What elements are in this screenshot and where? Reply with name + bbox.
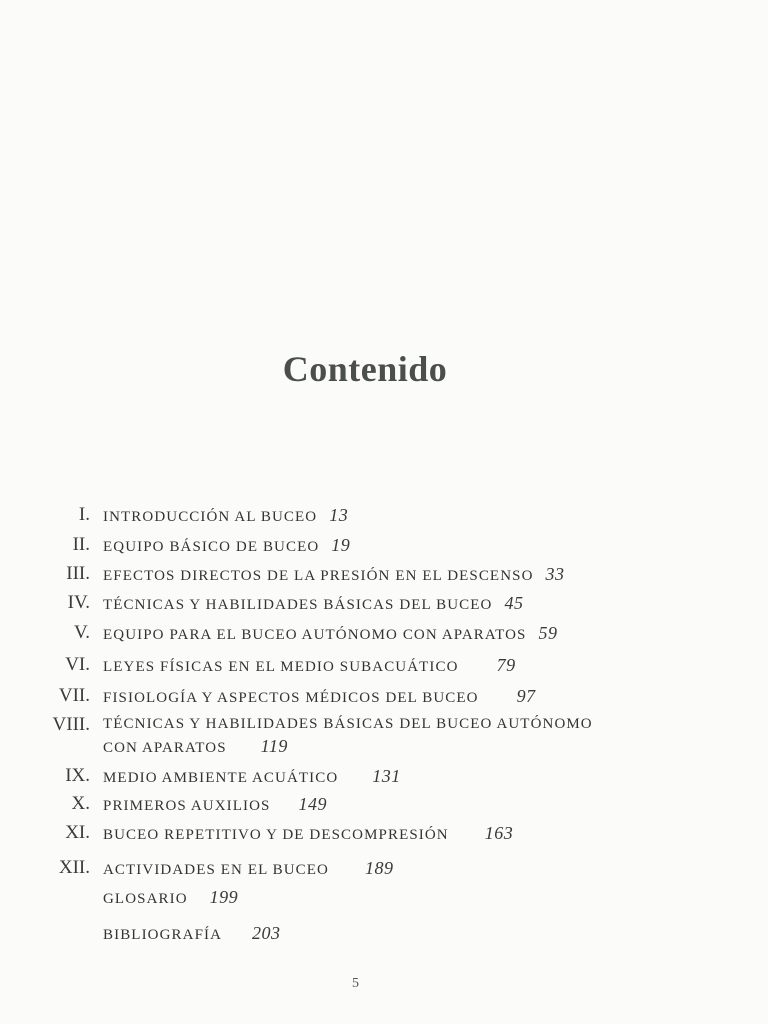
chapter-title-line2: CON APARATOS <box>103 740 227 756</box>
chapter-numeral: X. <box>71 793 90 814</box>
chapter-numeral: VI. <box>65 654 90 675</box>
chapter-title: EQUIPO PARA EL BUCEO AUTÓNOMO CON APARATOS <box>103 627 527 643</box>
chapter-page: 79 <box>496 655 516 675</box>
chapter-page: 59 <box>538 623 558 643</box>
appendix-title: GLOSARIO <box>103 891 188 907</box>
chapter-numeral: I. <box>78 504 90 525</box>
chapter-title: EQUIPO BÁSICO DE BUCEO <box>103 539 320 555</box>
chapter-numeral: XII. <box>58 857 90 878</box>
chapter-page: 97 <box>516 686 536 706</box>
chapter-page: 163 <box>484 823 514 843</box>
chapter-title: MEDIO AMBIENTE ACUÁTICO <box>103 770 339 786</box>
chapter-page: 189 <box>364 858 394 878</box>
chapter-numeral: V. <box>73 622 90 643</box>
chapter-page: 13 <box>329 505 349 525</box>
chapter-page: 119 <box>260 736 288 756</box>
chapter-page: 19 <box>331 535 351 555</box>
chapter-page: 149 <box>298 794 327 814</box>
chapter-numeral: XI. <box>65 822 90 843</box>
chapter-title: BUCEO REPETITIVO Y DE DESCOMPRESIÓN <box>103 827 449 843</box>
chapter-title: FISIOLOGÍA Y ASPECTOS MÉDICOS DEL BUCEO <box>103 690 479 706</box>
chapter-title-line1: TÉCNICAS Y HABILIDADES BÁSICAS DEL BUCEO AUTÓNOMO <box>103 716 593 732</box>
chapter-numeral: VII. <box>58 685 90 706</box>
chapter-title: LEYES FÍSICAS EN EL MEDIO SUBACUÁTICO <box>103 659 459 675</box>
chapter-numeral: IX. <box>65 765 90 786</box>
page-title: Contenido <box>282 349 448 389</box>
appendix-title: BIBLIOGRAFÍA <box>103 927 223 943</box>
appendix-page: 203 <box>252 923 281 943</box>
chapter-title: EFECTOS DIRECTOS DE LA PRESIÓN EN EL DESCENSO <box>103 568 534 584</box>
appendix-page: 199 <box>209 887 239 907</box>
chapter-numeral: IV. <box>67 592 90 613</box>
chapter-numeral: III. <box>66 563 90 584</box>
chapter-page: 131 <box>372 766 401 786</box>
chapter-numeral: VIII. <box>52 714 90 735</box>
chapter-title: TÉCNICAS Y HABILIDADES BÁSICAS DEL BUCEO <box>103 597 493 613</box>
chapter-title: PRIMEROS AUXILIOS <box>103 798 271 814</box>
chapter-title: INTRODUCCIÓN AL BUCEO <box>103 509 318 525</box>
chapter-title: ACTIVIDADES EN EL BUCEO <box>103 862 329 878</box>
page-number: 5 <box>352 976 359 991</box>
chapter-page: 33 <box>545 564 565 584</box>
chapter-numeral: II. <box>72 534 90 555</box>
chapter-page: 45 <box>504 593 524 613</box>
